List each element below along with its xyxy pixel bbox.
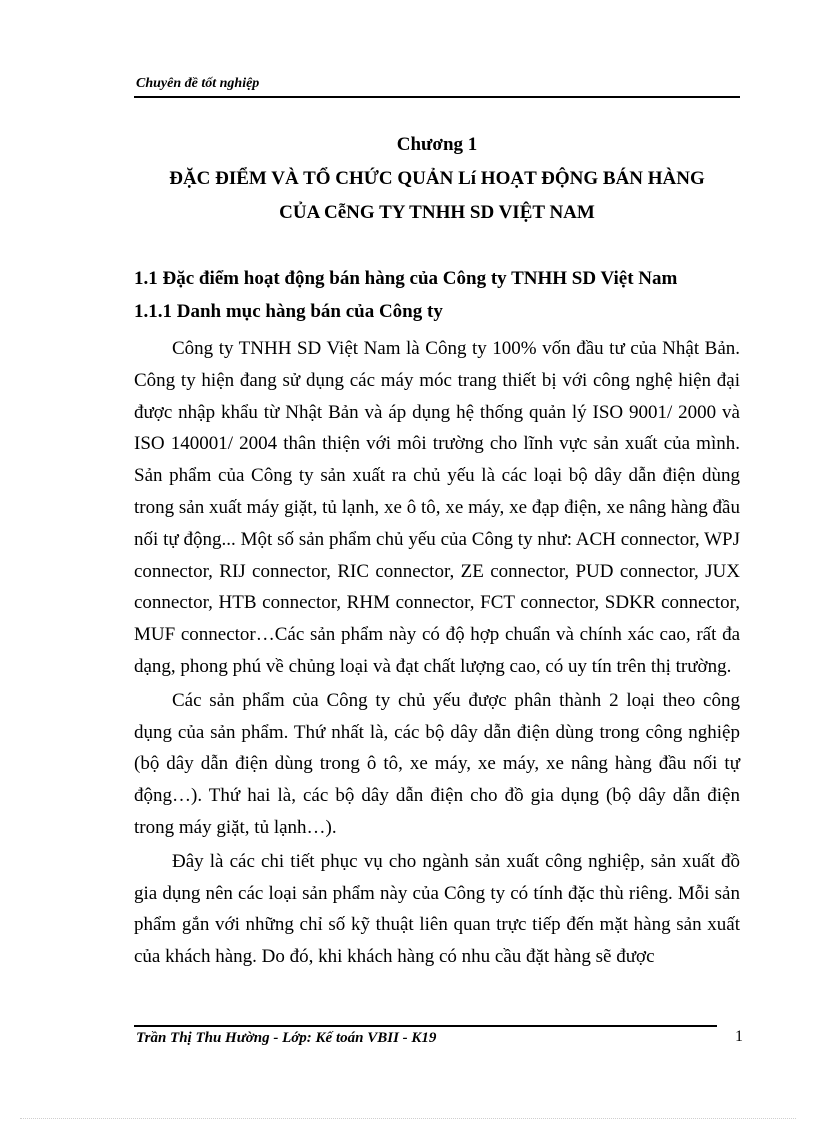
chapter-number: Chương 1: [396, 134, 478, 155]
page-number: 1: [735, 1028, 743, 1045]
footer-divider: [134, 1025, 717, 1027]
body-text: [134, 333, 740, 975]
page-bottom-dotted-line: [20, 1118, 796, 1119]
paragraph-2: Các sản phẩm của Công ty chủ yếu được phân thành 2 loại theo công dụng của sản phẩm. Thứ nhất là, các bộ dây dẫn điện dùng trong công nghiệp (bộ dây dẫn điện dùng trong ô tô, xe máy, xe máy, xe nâng hàng đầu nối tự động…). Thứ hai là, các bộ dây dẫn điện cho đồ gia dụng (bộ dây dẫn điện trong máy giặt, tủ lạnh…).: [134, 689, 740, 838]
chapter-title-line-2: CỦA CễNG TY TNHH SD VIỆT NAM: [279, 202, 595, 223]
paragraph-1: Công ty TNHH SD Việt Nam là Công ty 100% vốn đầu tư của Nhật Bản. Công ty hiện đang sử dụng các máy móc trang thiết bị với công nghệ hiện đại được nhập khẩu từ Nhật Bản và áp dụng hệ thống quản lý ISO 9001/ 2000 và ISO 140001/ 2004 thân thiện với môi trường cho lĩnh vực sản xuất của mình. Sản phẩm của Công ty sản xuất ra chủ yếu là các loại bộ dây dẫn điện dùng trong sản xuất máy giặt, tủ lạnh, xe ô tô, xe máy, xe đạp điện, xe nâng hàng đầu nối tự động... Một số sản phẩm chủ yếu của Công ty như: ACH connector, WPJ connector, RIJ connector, RIC connector, ZE connector, PUD connector, JUX connector, HTB connector, RHM connector, FCT connector, SDKR connector, MUF connector…Các sản phẩm này có độ hợp chuẩn và chính xác cao, rất đa dạng, phong phú về chủng loại và đạt chất lượng cao, có uy tín trên thị trường.: [134, 338, 740, 677]
chapter-title-line-1: ĐẶC ĐIỂM VÀ TỔ CHỨC QUẢN Lí HOẠT ĐỘNG BÁN HÀNG: [169, 168, 705, 189]
header-divider: [134, 96, 740, 98]
running-footer: Trần Thị Thu Hường - Lớp: Kế toán VBII - K19: [136, 1030, 437, 1046]
running-header: Chuyên đề tốt nghiệp: [136, 76, 260, 91]
paragraph-3: Đây là các chi tiết phục vụ cho ngành sản xuất công nghiệp, sản xuất đồ gia dụng nên các loại sản phẩm này của Công ty có tính đặc thù riêng. Mỗi sản phẩm gắn với những chỉ số kỹ thuật liên quan trực tiếp đến mặt hàng sản xuất của khách hàng. Do đó, khi khách hàng có nhu cầu đặt hàng sẽ được: [134, 850, 740, 968]
section-heading-1-1-1: 1.1.1 Danh mục hàng bán của Công ty: [134, 301, 443, 322]
section-heading-1-1: 1.1 Đặc điểm hoạt động bán hàng của Công ty TNHH SD Việt Nam: [134, 268, 678, 289]
